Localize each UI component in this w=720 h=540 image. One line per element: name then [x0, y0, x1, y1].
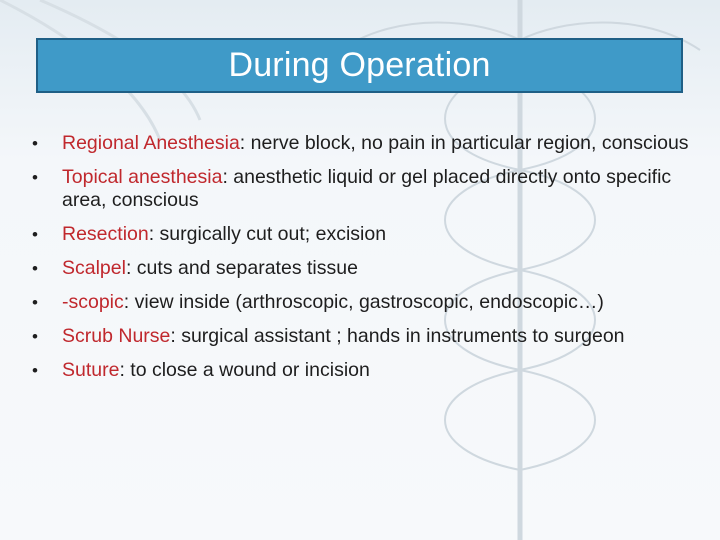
bullet-item	[30, 132, 700, 155]
bullet-term: Scrub Nurse	[62, 325, 171, 347]
bullet-term: Resection	[62, 223, 149, 245]
title-banner	[36, 38, 683, 93]
bullet-term: -scopic	[62, 291, 124, 313]
bullet-definition: : surgically cut out; excision	[148, 223, 387, 245]
bullet-item	[30, 223, 700, 246]
bullet-definition: : nerve block, no pain in particular region, conscious	[239, 132, 689, 154]
bullet-item	[30, 325, 700, 348]
bullet-term: Suture	[62, 359, 120, 381]
bullet-item	[30, 359, 700, 382]
bullet-icon: •	[32, 361, 38, 380]
bullet-icon: •	[32, 225, 38, 244]
bullet-item	[30, 291, 700, 314]
bullet-definition: : cuts and separates tissue	[125, 257, 358, 279]
slide-title: During Operation	[228, 46, 491, 84]
bullet-icon: •	[32, 168, 38, 187]
bullet-definition: : to close a wound or incision	[119, 359, 370, 381]
bullet-term: Regional Anesthesia	[62, 132, 240, 154]
bullet-icon: •	[32, 134, 38, 153]
bullet-term: Topical anesthesia	[62, 166, 223, 188]
bullet-item	[30, 257, 700, 280]
bullet-icon: •	[32, 327, 38, 346]
bullet-item	[30, 166, 700, 212]
bullet-icon: •	[32, 259, 38, 278]
bullet-definition: : surgical assistant ; hands in instruments to surgeon	[170, 325, 625, 347]
bullet-definition: : anesthetic liquid or gel placed directly onto specific area, conscious	[62, 166, 672, 211]
bullet-list-container	[30, 132, 700, 393]
bullet-definition: : view inside (arthroscopic, gastroscopic, endoscopic…)	[123, 291, 604, 313]
bullet-icon: •	[32, 293, 38, 312]
bullet-term: Scalpel	[62, 257, 126, 279]
bullet-list	[30, 132, 700, 382]
